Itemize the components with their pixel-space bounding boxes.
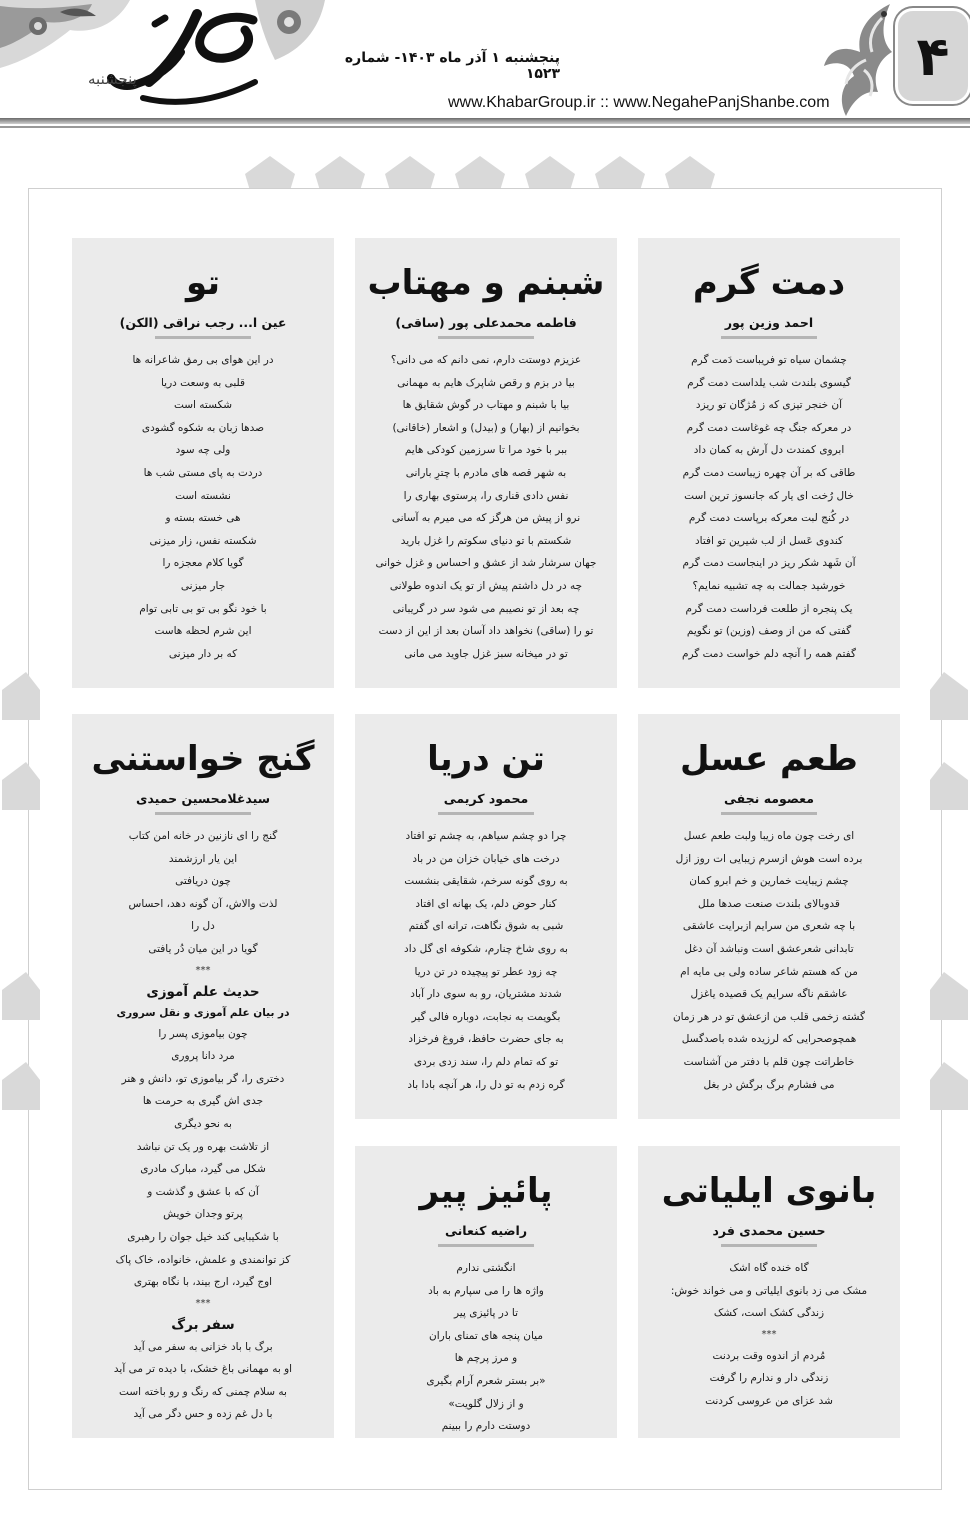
title-underline [438, 1244, 534, 1247]
poem-line: عزیزم دوستت دارم، نمی دانم که می دانی؟ [390, 354, 582, 366]
poem-title: تو [185, 263, 221, 303]
poem-card-to [72, 238, 334, 688]
poem-line: اوج گیرد، ارج بیند، با نگاه بهتری [133, 1276, 273, 1289]
center-ornament-icon [255, 0, 325, 68]
poem-line: گاه خنده گاه اشک [729, 1262, 809, 1274]
poem-line: گویا کلام معجزه را [162, 557, 244, 570]
poem-line: تو که تمام دلم را، سند زدی بردی [413, 1055, 559, 1068]
poem-line: من که هستم شاعر ساده ولی بی مایه ام [680, 965, 858, 978]
poem-line: مُردم از اندوه وقت بردنت [712, 1349, 826, 1362]
title-underline [721, 336, 817, 339]
poem-card-shabnam-mahtab [355, 238, 617, 688]
poem-line: خال رُخت ای یار که جانسوز ترین است [684, 489, 854, 502]
section-subtitle: در بیان علم آموزی و نقل سروری [116, 1006, 290, 1019]
poem-line: ابروی کمندت دل آرش به کمان داد [693, 444, 845, 457]
poem-author: فاطمه محمدعلی پور (ساقی) [395, 315, 577, 330]
poem-line: نفس دادی قناری را، پرستوی بهاری را [403, 489, 569, 502]
poem-line: چشمان سیاه تو فریباست دَمت گرم [691, 354, 847, 366]
poem-line: انگشتی ندارم [456, 1262, 516, 1274]
poem-author: معصومه نجفی [724, 791, 814, 806]
poem-line: آن که با عشق و گذشت و [147, 1185, 259, 1198]
poem-card-tame-asal [638, 714, 900, 1119]
title-underline [438, 336, 534, 339]
poem-author: راضیه کنعانی [444, 1223, 528, 1238]
poem-title: پائیز پیر [419, 1171, 553, 1211]
section-title: سفر برگ [171, 1316, 235, 1333]
poem-line: با چه شعری من سرایم ازبرایت عاشقی [682, 920, 856, 933]
poem-card-banooye-ilyati [638, 1146, 900, 1438]
poem-line: کز توانمندی و علمش، خانواده، خاک پاک [115, 1253, 291, 1266]
poem-line: می فشارم برگ برگش در بغل [703, 1078, 835, 1091]
poem-title: طعم عسل [680, 739, 858, 779]
poem-line: در معرکه جنگ چه غوغاست دمت گرم [686, 421, 852, 434]
poem-line: به جای حضرت حافظ، فروغ فرخزاد [408, 1033, 564, 1046]
poem-title: بانوی ایلیاتی [661, 1171, 877, 1211]
stanza-separator: *** [195, 964, 211, 976]
poem-line: بخوانیم از (بهار) و (بیدل) و اشعار (خاقانی) [392, 421, 580, 434]
poem-line: به روی شاخ چنارم، شکوفه ای گل داد [404, 942, 568, 955]
title-underline [721, 812, 817, 815]
poem-line: قدوبالای بلندت صنعت صدها ملل [698, 897, 840, 910]
header-divider-thin [0, 126, 970, 128]
poem-line: این شرم لحظه هاست [154, 625, 252, 638]
poem-line: پرتو وجدان خویش [163, 1208, 243, 1221]
poem-line: عاشقم ناگه سرایم یک قصیده یاغزل [690, 988, 848, 1001]
poem-line: همچوصحرایی که لرزیده شده باصدگسل [681, 1033, 857, 1046]
poem-line: دوستت دارم را ببینم [441, 1420, 531, 1433]
poem-line: با شکیبایی کند خیل جوان را رهبری [127, 1230, 279, 1243]
poem-line: از تلاشت بهره ور یک تن نباشد [136, 1140, 270, 1153]
poem-title: دمت گرم [692, 263, 846, 303]
logo-subtitle: پنجشنبه [88, 70, 137, 88]
poem-line: بیا با شبنم و مهتاب در گوش شقایق ها [402, 399, 570, 412]
poem-line: شکل می گیرد، مبارک مادری [140, 1163, 266, 1176]
title-underline [721, 1244, 817, 1247]
poem-line: که بر دار میزنی [168, 647, 238, 660]
poem-line: گنج را ای نازنین در خانه امن کتاب [128, 830, 278, 842]
poem-line: جار میزنی [180, 579, 226, 592]
poem-line: نرو از پیش من هرگز که می میرم به آسانی [391, 512, 581, 525]
poem-line: ولی چه سود [175, 444, 231, 457]
poem-line: طاقی که بر آن چهره زیباست دمت گرم [682, 466, 856, 479]
poem-line: تا در پائیزی پیر [454, 1307, 518, 1320]
poem-author: حسین محمدی فرد [712, 1223, 826, 1238]
poem-line: نشسته است [175, 489, 231, 502]
poem-line: گویا در این میان دُر یافتی [148, 942, 258, 955]
poem-line: به نحو دیگری [174, 1117, 232, 1130]
stanza-separator: *** [195, 1297, 211, 1309]
poem-line: شد عزای من عروسی کردنت [705, 1394, 833, 1407]
poem-card-damat-garm [638, 238, 900, 688]
poem-line: به روی گونه سرخم، شقایقی بنشست [404, 875, 568, 888]
poem-line: کنار حوض دلم، یک بهانه ای افتاد [415, 897, 557, 910]
poem-card-ganj-khastani [72, 714, 334, 1438]
pentagon-column-right-icon [930, 660, 970, 1120]
poem-author: عین ا... رجب نراقی (الکن) [119, 315, 287, 330]
poem-line: گفتی که من از وصف (وزین) تو نگویم [686, 625, 852, 638]
poem-line: آن شَهد شکر ریز در اینجاست دمت گرم [682, 557, 856, 570]
poem-line: به سلام چمنی که رنگ و رو باخته است [119, 1385, 287, 1398]
poem-line: ببر با خود مرا تا سرزمین کودکی هایم [404, 444, 568, 457]
poem-body [72, 825, 334, 1426]
poem-card-paeez-pir [355, 1146, 617, 1438]
poem-line: مرد دانا پروری [171, 1050, 235, 1063]
poem-line: زندگی دار و ندارم را گرفت [709, 1372, 829, 1385]
poem-line: شدند مشتریان، رو به سوی دار آباد [410, 988, 562, 1001]
page-header [0, 0, 970, 132]
poem-line: چه زود عطر تو پیچیده در تن دریا [414, 965, 558, 978]
poem-body [355, 349, 617, 665]
poem-line: «بر بستر شعرم آرام بگیری [426, 1374, 546, 1387]
poem-line: آن خنجر تیزی که ز مُژگان تو ریزد [695, 399, 843, 412]
poem-line: و از زلال گلویت» [448, 1397, 524, 1410]
poem-line: یک پنجره از طلعت فرداست دمت گرم [685, 602, 853, 615]
website-urls: www.KhabarGroup.ir :: www.NegahePanjShanbe.com [448, 94, 830, 111]
poem-line: خاطراتت چون قلم با دفتر من آشناست [683, 1055, 855, 1068]
poem-line: چرا دو چشم سیاهم، به چشم تو افتاد [405, 830, 567, 842]
issue-date-number: پنجشنبه ۱ آذر ماه ۱۴۰۳- شماره ۱۵۲۳ [344, 50, 560, 82]
poem-line: او به مهمانی باغ خشک، با دیده تر می آید [113, 1363, 293, 1376]
poem-line: برگ با باد خزانی به سفر می آید [133, 1340, 273, 1353]
poem-line: زندگی کشک است، کشک [713, 1307, 825, 1320]
poem-title: تن دریا [427, 739, 545, 779]
poem-line: بگویمت به نجابت، دوباره فالی گیر [411, 1010, 561, 1023]
poem-line: شبی به شوق نگاهت، ترانه ای گفتم [408, 920, 564, 933]
poem-line: گشته زخمی قلب من ازعشق تو در هر زمان [672, 1010, 866, 1023]
section-title: حدیث علم آموزی [146, 983, 260, 1000]
poem-body [72, 349, 334, 665]
poem-line: کندوی عَسل از لب شیرین تو افتاد [694, 534, 844, 547]
poem-line: تو را (ساقی) نخواهد داد آسان بعد از این از دست [378, 625, 594, 638]
header-divider [0, 118, 970, 124]
poem-title: گنج خواستنی [91, 739, 315, 779]
poem-line: تابدانی شعرعشق است ونباشد آن دغل [684, 942, 854, 955]
poem-line: گیسوی بلندت شب یلداست دمت گرم [687, 376, 851, 389]
poem-line: مشک می زد بانوی ایلیاتی و می خواند خوش: [670, 1284, 868, 1297]
poem-line: به شهر قصه های مادرم با چترِ بارانی [405, 466, 567, 479]
phoenix-decoration-icon [820, 0, 900, 120]
poem-line: لذت والاش، آن گونه دهد، احساس [128, 897, 278, 910]
poem-body [355, 825, 617, 1096]
poem-line: شکسته نفس، زار میزنی [149, 534, 257, 547]
poem-line: قلبی به وسعت دریا [160, 376, 246, 389]
poem-line: گفتم همه را آنچه دلم خواست دمت گرم [681, 647, 856, 660]
poem-line: دختری را، گر بیاموزی تو، دانش و هنر [121, 1072, 285, 1085]
poem-line: این یار ارزشمند [168, 852, 238, 865]
poem-author: سیدغلامحسین حمیدی [136, 791, 270, 806]
poem-body [638, 1257, 900, 1413]
poem-line: ای رخت چون ماه زیبا ولبت طعم عسل [683, 830, 855, 842]
poem-line: درخت های خیابان خزان من در باد [412, 852, 560, 865]
poem-line: تو در میخانه سبز غزل جاوید می مانی [404, 647, 568, 660]
poem-line: بیا در بزم و رقص شاپرک هایم به مهمانی [397, 376, 575, 389]
poem-line: چون بیاموزی پسر را [158, 1027, 248, 1040]
poem-line: جدی اش گیری به حرمت ها [142, 1095, 264, 1108]
negah-logo-icon [85, 8, 265, 112]
poem-author: احمد وزین پور [724, 315, 814, 330]
poem-line: جهان سرشار شد از عشق و احساس و غزل خوانی [375, 557, 597, 570]
poem-line: چشم زیبایت خمارین و خم ابرو کمان [689, 875, 849, 888]
poem-line: چه در دل داشتم پیش از تو یک اندوه طولانی [389, 579, 583, 592]
poem-line: برده است هوش ازسرم زیبایی ات روز ازل [675, 852, 863, 865]
poem-line: خورشید جمالت به چه تشبیه نمایم؟ [692, 579, 846, 592]
poem-card-tan-darya [355, 714, 617, 1119]
poem-line: دل را [191, 920, 215, 933]
title-underline [155, 336, 251, 339]
poem-line: در این هوای بی رمق شاعرانه ها [132, 354, 274, 366]
poem-title: شبنم و مهتاب [367, 263, 605, 303]
poem-line: میان پنجه های تمنای باران [429, 1329, 543, 1342]
poem-line: با خود نگو بی تو بی تابی توام [139, 602, 267, 615]
title-underline [438, 812, 534, 815]
stanza-separator: *** [761, 1328, 777, 1340]
poem-body [355, 1257, 617, 1438]
poem-line: شکسته است [173, 399, 233, 412]
title-underline [155, 812, 251, 815]
poem-line: دردت به پای مستی شب ها [143, 466, 263, 479]
poem-author: محمود کریمی [443, 791, 529, 806]
poem-line: در کُنج لبت معرکه برپاست دمت گرم [688, 512, 850, 525]
page-number-badge: ۴ [895, 8, 970, 104]
poem-line: و مرز پرچم ها [454, 1352, 518, 1365]
poem-body [638, 825, 900, 1096]
poem-line: چون دریافتی [175, 875, 231, 888]
poem-line: هی خسته بسته و [165, 512, 241, 525]
poem-line: با دل غم زده و حس دگر می آید [133, 1408, 273, 1421]
poem-line: واژه ها را می سپارم به باد [428, 1284, 544, 1297]
poem-body [638, 349, 900, 665]
poem-line: چه بعد از تو نصیبم می شود سر در گریبانی [392, 602, 580, 615]
poem-line: شکستم با تو دنیای سکوتم را غزل بارید [400, 534, 572, 547]
pentagon-column-left-icon [0, 660, 40, 1120]
poem-line: صدها زبان به شکوه گشودی [141, 421, 265, 434]
poem-line: گره زدم به تو دل را، هر آنچه بادا باد [407, 1078, 565, 1091]
